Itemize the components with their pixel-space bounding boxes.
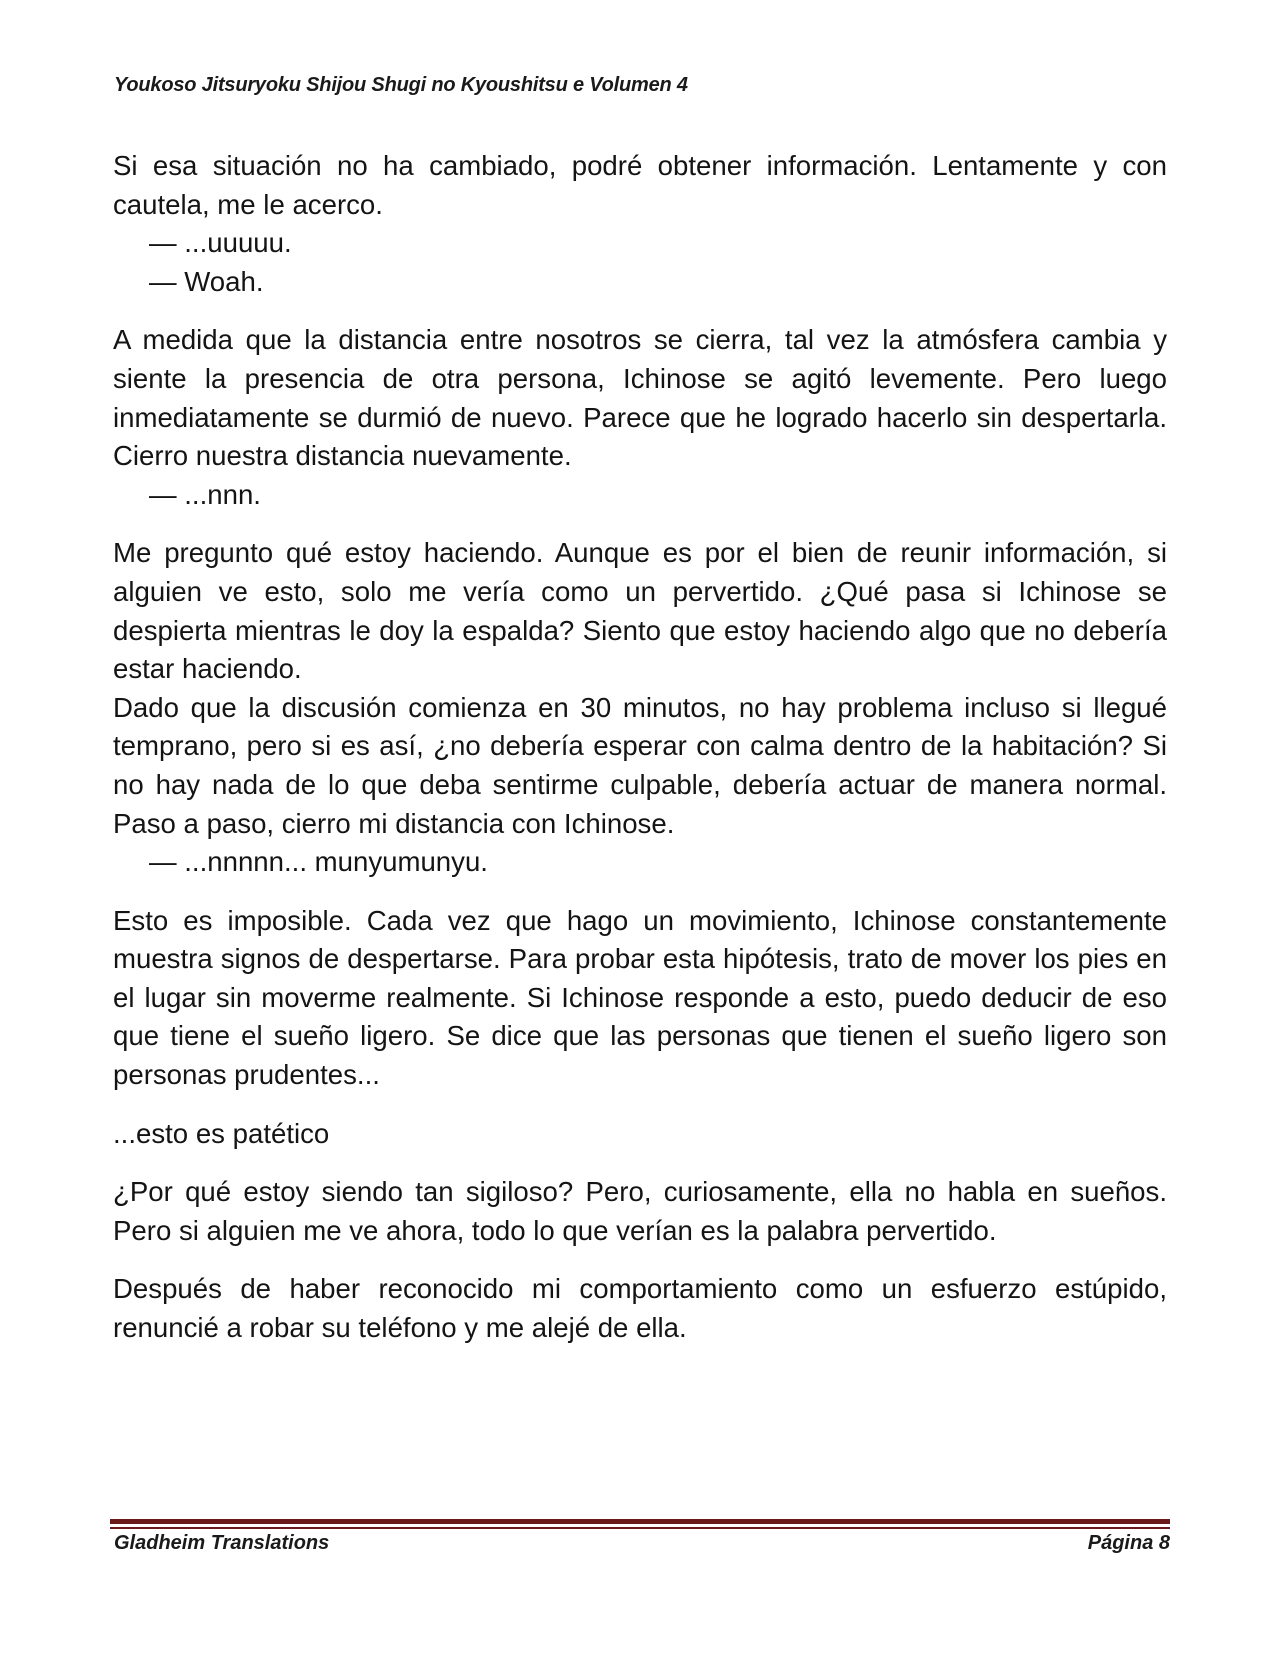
dialogue-line: — Woah. <box>149 265 264 297</box>
page-number: Página 8 <box>1087 1532 1170 1554</box>
dialogue-line: — ...nnnnn... munyumunyu. <box>149 846 488 878</box>
footer-divider-thin <box>110 1527 1170 1529</box>
paragraph: Después de haber reconocido mi comportamiento como un esfuerzo estúpido, renuncié a robar su teléfono y me alejé de ella. <box>113 1273 1167 1344</box>
dialogue-line: — ...nnn. <box>149 478 261 510</box>
paragraph: Me pregunto qué estoy haciendo. Aunque es por el bien de reunir información, si alguien ve esto, solo me vería como un pervertido. ¿Qué pasa si Ichinose se despierta mientras le doy la espalda? Siento que estoy haciendo algo que no debería estar haciendo. <box>113 537 1167 685</box>
paragraph: Dado que la discusión comienza en 30 minutos, no hay problema incluso si llegué temprano, pero si es así, ¿no debería esperar con calma dentro de la habitación? Si no hay nada de lo que deba sentirme culpable, debería actuar de manera normal. Paso a paso, cierro mi distancia con Ichinose. <box>113 691 1167 839</box>
paragraph: Esto es imposible. Cada vez que hago un movimiento, Ichinose constantemente muestra signos de despertarse. Para probar esta hipótesis, trato de mover los pies en el lugar sin moverme realmente. Si Ichinose responde a esto, puedo deducir de eso que tiene el sueño ligero. Se dice que las personas que tienen el sueño ligero son personas prudentes... <box>113 904 1167 1091</box>
paragraph: A medida que la distancia entre nosotros se cierra, tal vez la atmósfera cambia y siente la presencia de otra persona, Ichinose se agitó levemente. Pero luego inmediatamente se durmió de nuevo. Parece que he logrado hacerlo sin despertarla. Cierro nuestra distancia nuevamente. <box>113 324 1167 472</box>
footer-credit: Gladheim Translations <box>114 1532 330 1554</box>
dialogue-line: — ...uuuuu. <box>149 227 292 259</box>
running-header: Youkoso Jitsuryoku Shijou Shugi no Kyoushitsu e Volumen 4 <box>114 74 688 96</box>
body-text <box>113 147 1167 1348</box>
paragraph: Si esa situación no ha cambiado, podré obtener información. Lentamente y con cautela, me le acerco. <box>113 150 1167 220</box>
paragraph: ...esto es patético <box>113 1117 330 1149</box>
footer-divider <box>110 1519 1170 1524</box>
paragraph: ¿Por qué estoy siendo tan sigiloso? Pero, curiosamente, ella no habla en sueños. Pero si alguien me ve ahora, todo lo que verían es la palabra pervertido. <box>113 1176 1167 1246</box>
